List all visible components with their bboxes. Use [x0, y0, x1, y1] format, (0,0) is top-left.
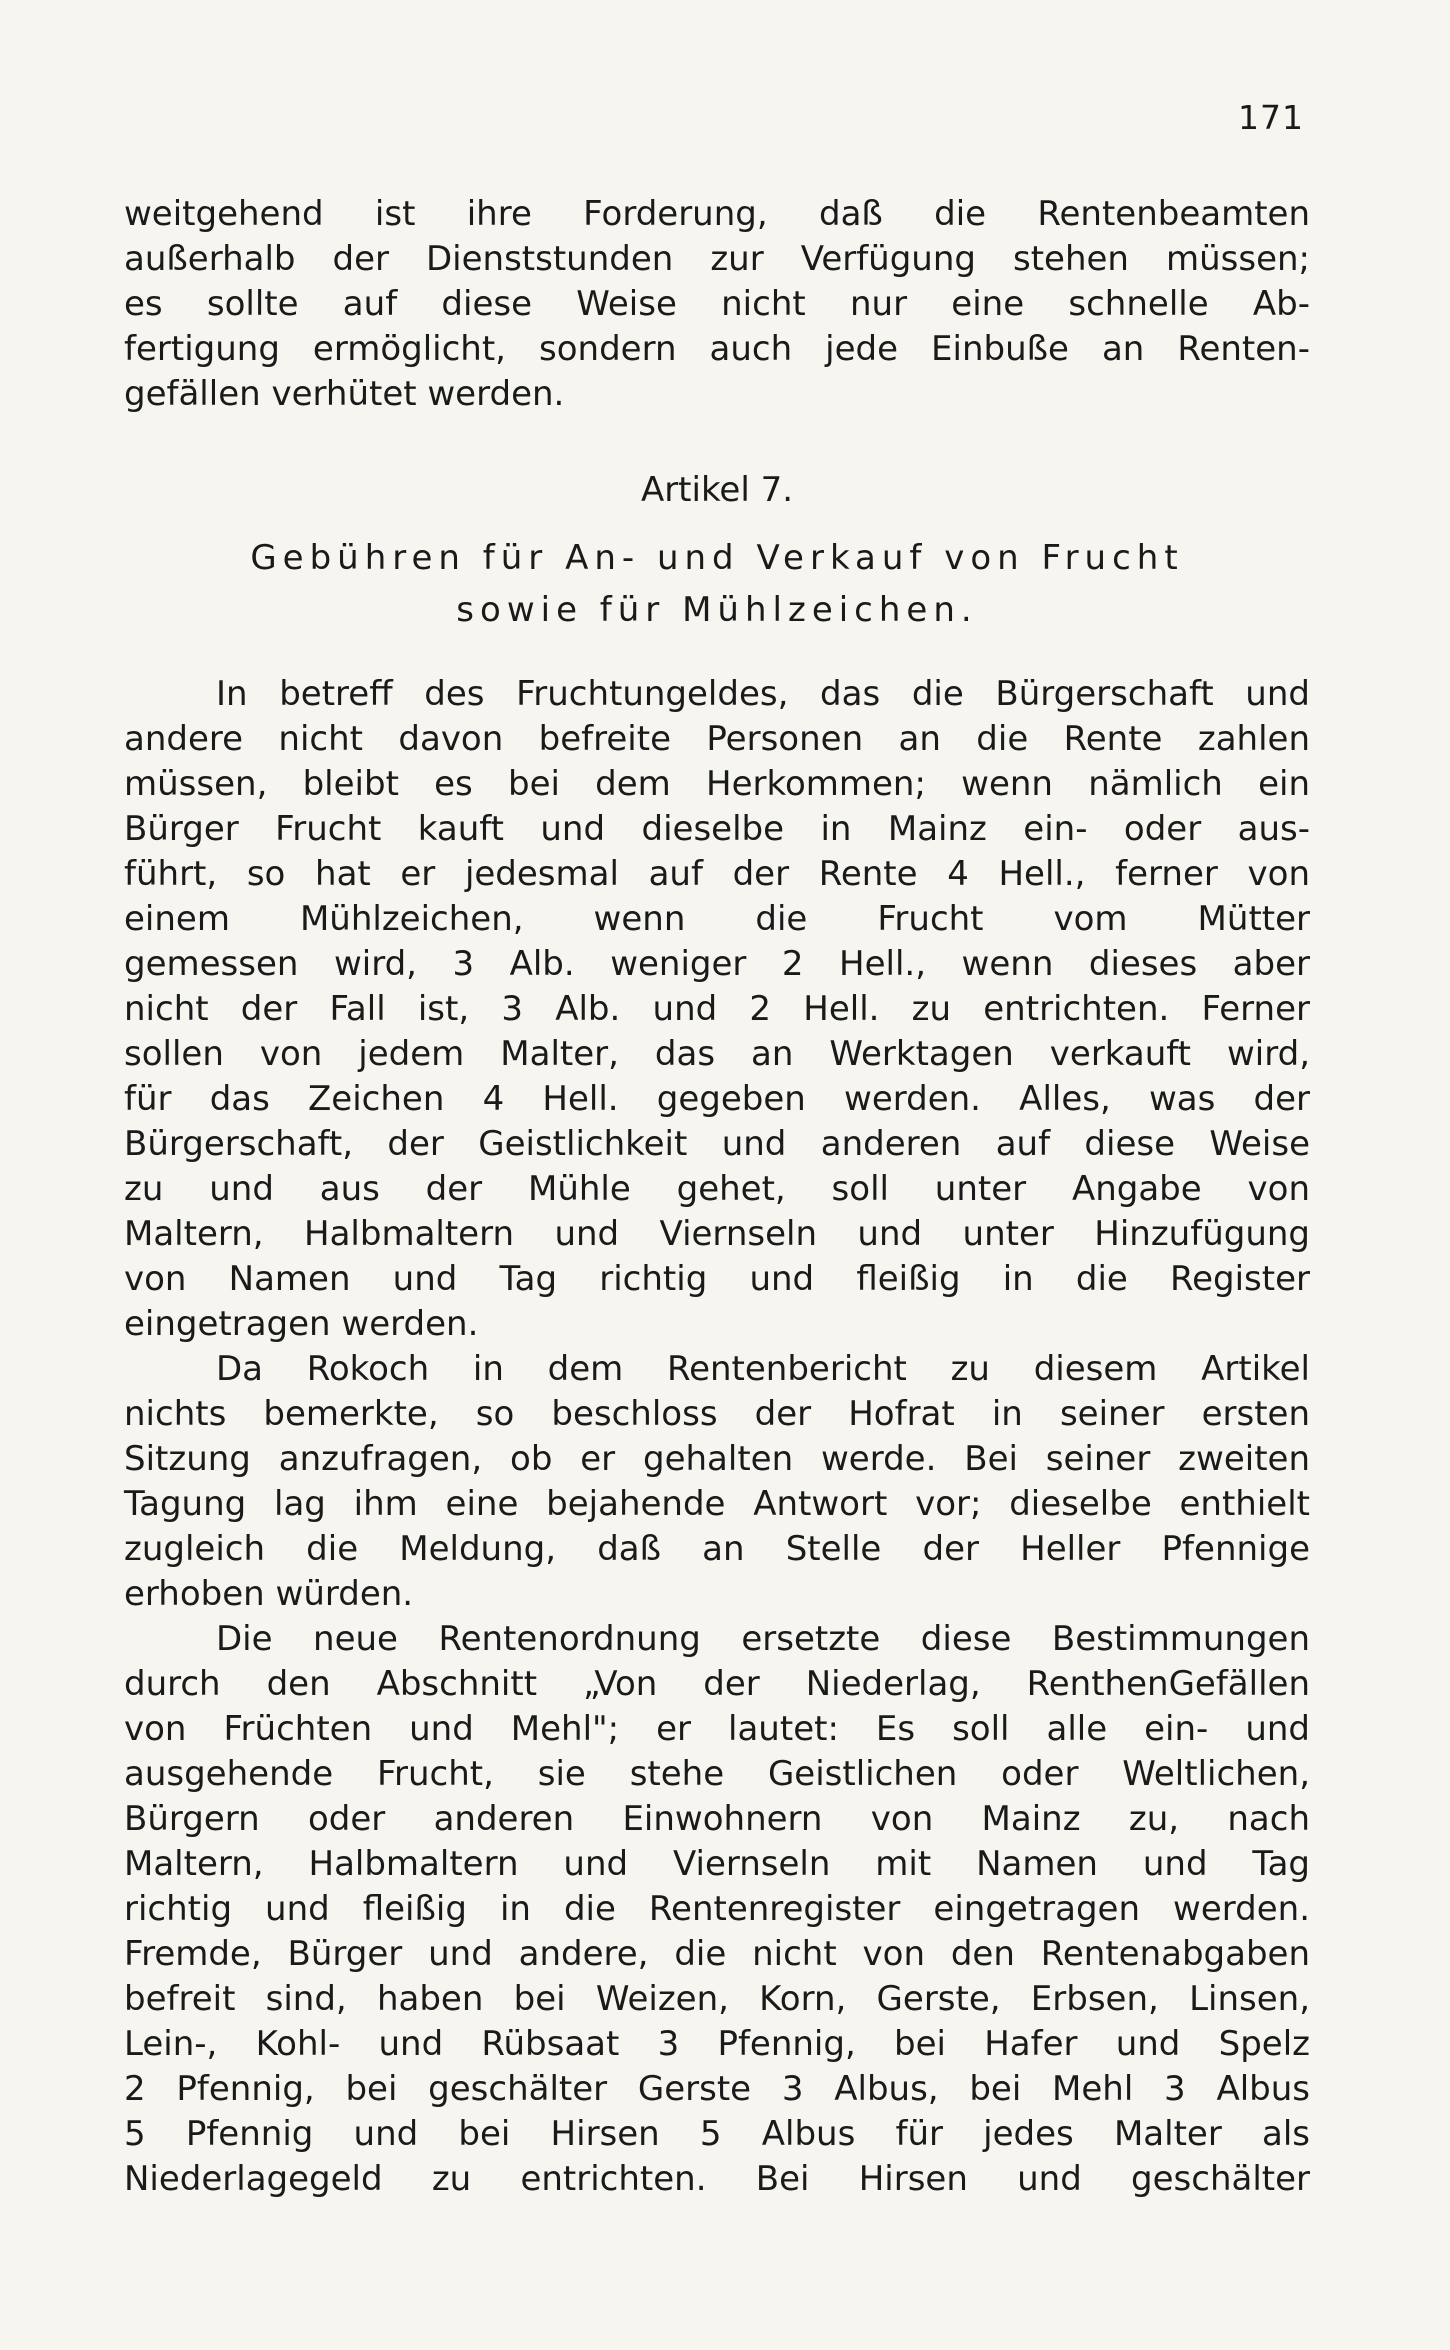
text-line: fertigung ermöglicht, sondern auch jede Einbuße an Renten-: [124, 329, 1310, 369]
text-line: durch den Abschnitt „Von der Niederlag, RenthenGefällen: [124, 1664, 1310, 1704]
text-line: In betreff des Fruchtungeldes, das die Bürgerschaft und: [216, 674, 1310, 714]
paragraph-3: [124, 1347, 1310, 1617]
text-line: Lein-, Kohl- und Rübsaat 3 Pfennig, bei Hafer und Spelz: [124, 2024, 1310, 2064]
text-line: nichts bemerkte, so beschloss der Hofrat in seiner ersten: [124, 1394, 1310, 1434]
text-line: Die neue Rentenordnung ersetzte diese Bestimmungen: [216, 1619, 1310, 1659]
text-line: andere nicht davon befreite Personen an die Rente zahlen: [124, 719, 1310, 759]
text-line: befreit sind, haben bei Weizen, Korn, Gerste, Erbsen, Linsen,: [124, 1979, 1310, 2019]
text-line: von Früchten und Mehl"; er lautet: Es soll alle ein- und: [124, 1709, 1310, 1749]
article-title: Artikel 7.: [640, 470, 794, 510]
text-line: richtig und fleißig in die Rentenregister eingetragen werden.: [124, 1889, 1310, 1929]
text-line: Fremde, Bürger und andere, die nicht von den Rentenabgaben: [124, 1934, 1310, 1974]
text-line: einem Mühlzeichen, wenn die Frucht vom Mütter: [124, 899, 1310, 939]
text-line: zugleich die Meldung, daß an Stelle der Heller Pfennige: [124, 1529, 1310, 1569]
article-subtitle-line-1: Gebühren für An- und Verkauf von Frucht: [250, 538, 1184, 578]
text-line: Maltern, Halbmaltern und Viernseln mit Namen und Tag: [124, 1844, 1310, 1884]
paragraph-1: [124, 192, 1310, 417]
text-line: erhoben würden.: [124, 1574, 414, 1614]
text-line: 5 Pfennig und bei Hirsen 5 Albus für jedes Malter als: [124, 2114, 1310, 2154]
text-line: Bürger Frucht kauft und dieselbe in Mainz ein- oder aus-: [124, 809, 1310, 849]
text-line: müssen, bleibt es bei dem Herkommen; wenn nämlich ein: [124, 764, 1310, 804]
text-line: nicht der Fall ist, 3 Alb. und 2 Hell. zu entrichten. Ferner: [124, 989, 1310, 1029]
text-line: eingetragen werden.: [124, 1304, 479, 1344]
text-line: sollen von jedem Malter, das an Werktagen verkauft wird,: [124, 1034, 1310, 1074]
text-line: Sitzung anzufragen, ob er gehalten werde. Bei seiner zweiten: [124, 1439, 1310, 1479]
text-line: gefällen verhütet werden.: [124, 374, 565, 414]
text-line: von Namen und Tag richtig und fleißig in die Register: [124, 1259, 1310, 1299]
paragraph-2: [124, 672, 1310, 1347]
text-line: gemessen wird, 3 Alb. weniger 2 Hell., wenn dieses aber: [124, 944, 1310, 984]
text-line: Bürgern oder anderen Einwohnern von Mainz zu, nach: [124, 1799, 1310, 1839]
text-line: zu und aus der Mühle gehet, soll unter Angabe von: [124, 1169, 1310, 1209]
text-line: Tagung lag ihm eine bejahende Antwort vor; dieselbe enthielt: [124, 1484, 1310, 1524]
text-line: Niederlagegeld zu entrichten. Bei Hirsen und geschälter: [124, 2159, 1310, 2199]
text-line: Maltern, Halbmaltern und Viernseln und unter Hinzufügung: [124, 1214, 1310, 1254]
text-line: ausgehende Frucht, sie stehe Geistlichen oder Weltlichen,: [124, 1754, 1310, 1794]
text-line: für das Zeichen 4 Hell. gegeben werden. Alles, was der: [124, 1079, 1310, 1119]
text-line: führt, so hat er jedesmal auf der Rente 4 Hell., ferner von: [124, 854, 1310, 894]
article-subtitle-line-2: sowie für Mühlzeichen.: [456, 590, 978, 630]
text-line: Da Rokoch in dem Rentenbericht zu diesem Artikel: [216, 1349, 1310, 1389]
text-line: Bürgerschaft, der Geistlichkeit und anderen auf diese Weise: [124, 1124, 1310, 1164]
text-line: es sollte auf diese Weise nicht nur eine schnelle Ab-: [124, 284, 1310, 324]
text-line: außerhalb der Dienststunden zur Verfügung stehen müssen;: [124, 239, 1310, 279]
page-number: 171: [1238, 98, 1304, 137]
paragraph-4: [124, 1617, 1310, 2202]
text-line: 2 Pfennig, bei geschälter Gerste 3 Albus, bei Mehl 3 Albus: [124, 2069, 1310, 2109]
text-line: weitgehend ist ihre Forderung, daß die Rentenbeamten: [124, 194, 1310, 234]
